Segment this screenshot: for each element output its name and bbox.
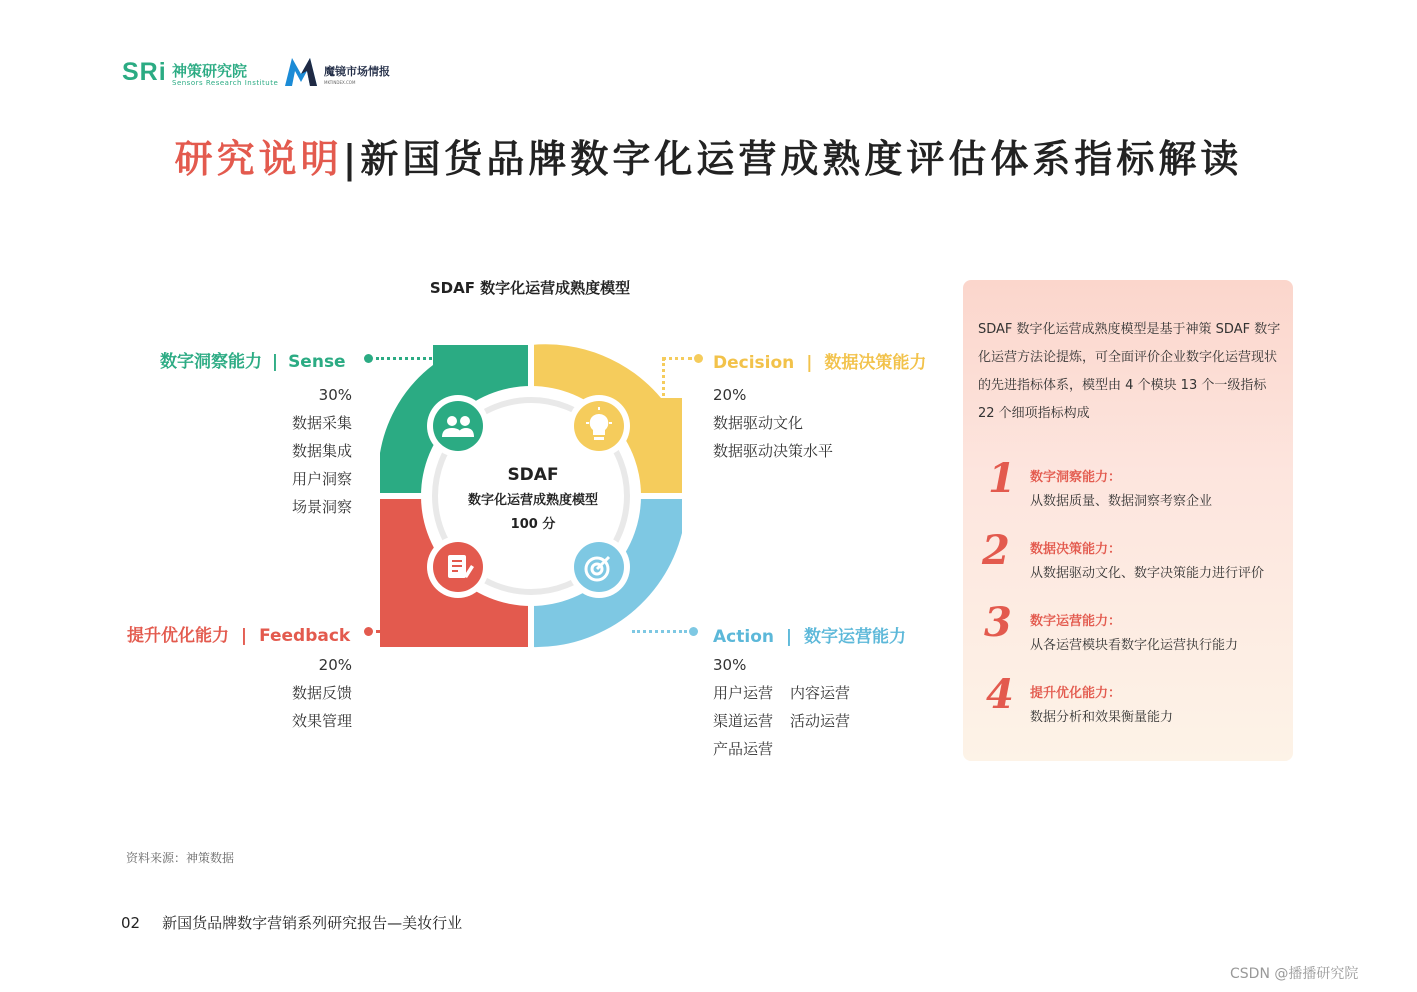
decision-connector-vertical (662, 358, 665, 396)
sense-list (250, 381, 352, 521)
feedback-cn: 提升优化能力 (127, 626, 229, 646)
item-desc-1: 从数据质量、数据洞察考察企业 (1030, 494, 1213, 509)
decision-separator: | (806, 353, 813, 373)
sense-item: 数据集成 (291, 442, 352, 460)
page-number: 02 (121, 914, 141, 932)
center-score: 100 分 (510, 517, 556, 532)
item-desc-4: 数据分析和效果衡量能力 (1030, 710, 1174, 725)
decision-list (713, 381, 833, 465)
sense-heading (160, 347, 346, 372)
action-percent: 30% (713, 656, 747, 674)
feedback-item: 效果管理 (291, 712, 352, 730)
action-heading (713, 622, 906, 647)
action-item: 用户运营 (713, 684, 774, 702)
item-desc-2: 从数据驱动文化、数字决策能力进行评价 (1030, 566, 1265, 581)
feedback-item: 数据反馈 (291, 684, 352, 702)
item-desc-3: 从各运营模块看数字化运营执行能力 (1030, 638, 1239, 653)
mojing-name-cn: 魔镜市场情报 (324, 65, 390, 78)
action-dot (689, 627, 698, 636)
feedback-connector-vertical (398, 594, 401, 631)
item-number-1: 1 (988, 455, 1016, 502)
footer (121, 912, 462, 933)
action-item: 渠道运营 (713, 712, 774, 730)
sri-name-en: Sensors Research Institute (172, 79, 279, 87)
decision-heading (713, 348, 926, 373)
item-number-4: 4 (986, 671, 1014, 718)
decision-en: Decision (713, 353, 795, 373)
item-number-2: 2 (982, 527, 1010, 574)
item-heading-4: 提升优化能力： (1030, 686, 1122, 701)
feedback-heading (127, 621, 350, 646)
feedback-list (250, 651, 352, 735)
center-subtitle: 数字化运营成熟度模型 (467, 493, 598, 508)
item-heading-3: 数字运营能力： (1030, 614, 1122, 629)
title-main: 新国货品牌数字化运营成熟度评估体系指标解读 (360, 136, 1243, 181)
sri-name-cn: 神策研究院 (172, 62, 248, 80)
sense-item: 场景洞察 (291, 498, 352, 516)
csdn-watermark: CSDN @播播研究院 (1230, 966, 1359, 982)
model-title: SDAF 数字化运营成熟度模型 (429, 279, 631, 297)
center-title: SDAF (507, 465, 559, 485)
panel-intro: SDAF 数字化运营成熟度模型是基于神策 SDAF 数字化运营方法论提炼，可全面评价企业数字化运营现状的先进指标体系，模型由 4 个模块 13 个一级指标 22 个细项指标构成 (978, 322, 1281, 421)
feedback-connector (376, 630, 400, 633)
sense-en: Sense (288, 352, 346, 372)
feedback-dot (364, 627, 373, 636)
action-list (713, 651, 850, 763)
action-connector (632, 630, 687, 633)
action-item: 内容运营 (790, 684, 851, 702)
sense-dot (364, 354, 373, 363)
action-cn: 数字运营能力 (804, 627, 907, 647)
item-number-3: 3 (984, 599, 1012, 646)
sense-item: 数据采集 (291, 414, 352, 432)
feedback-en: Feedback (259, 626, 351, 646)
decision-dot (694, 354, 703, 363)
item-heading-2: 数据决策能力： (1030, 542, 1122, 557)
decision-item: 数据驱动决策水平 (713, 442, 834, 460)
sense-separator: | (271, 352, 279, 372)
action-en: Action (713, 627, 774, 647)
action-separator: | (785, 627, 793, 647)
sense-cn: 数字洞察能力 (160, 352, 262, 372)
decision-cn: 数据决策能力 (824, 353, 927, 373)
feedback-separator: | (240, 626, 248, 646)
page-title (0, 128, 1417, 183)
mojing-logo-icon (283, 56, 319, 88)
footer-text: 新国货品牌数字营销系列研究报告—美妆行业 (162, 914, 463, 932)
sense-connector (376, 357, 432, 360)
decision-connector (662, 357, 692, 360)
sense-item: 用户洞察 (291, 470, 352, 488)
title-prefix: 研究说明 (174, 136, 343, 181)
sri-logo: SRi (122, 58, 167, 86)
mojing-name-en: MKTINDEX.COM (324, 80, 356, 85)
sense-percent: 30% (318, 386, 352, 404)
action-item: 活动运营 (790, 712, 851, 730)
source-note: 资料来源：神策数据 (126, 851, 235, 865)
decision-item: 数据驱动文化 (713, 414, 804, 432)
action-item: 产品运营 (713, 740, 774, 758)
item-heading-1: 数字洞察能力： (1030, 470, 1122, 485)
decision-percent: 20% (713, 386, 747, 404)
title-separator: | (342, 136, 361, 181)
feedback-percent: 20% (318, 656, 352, 674)
